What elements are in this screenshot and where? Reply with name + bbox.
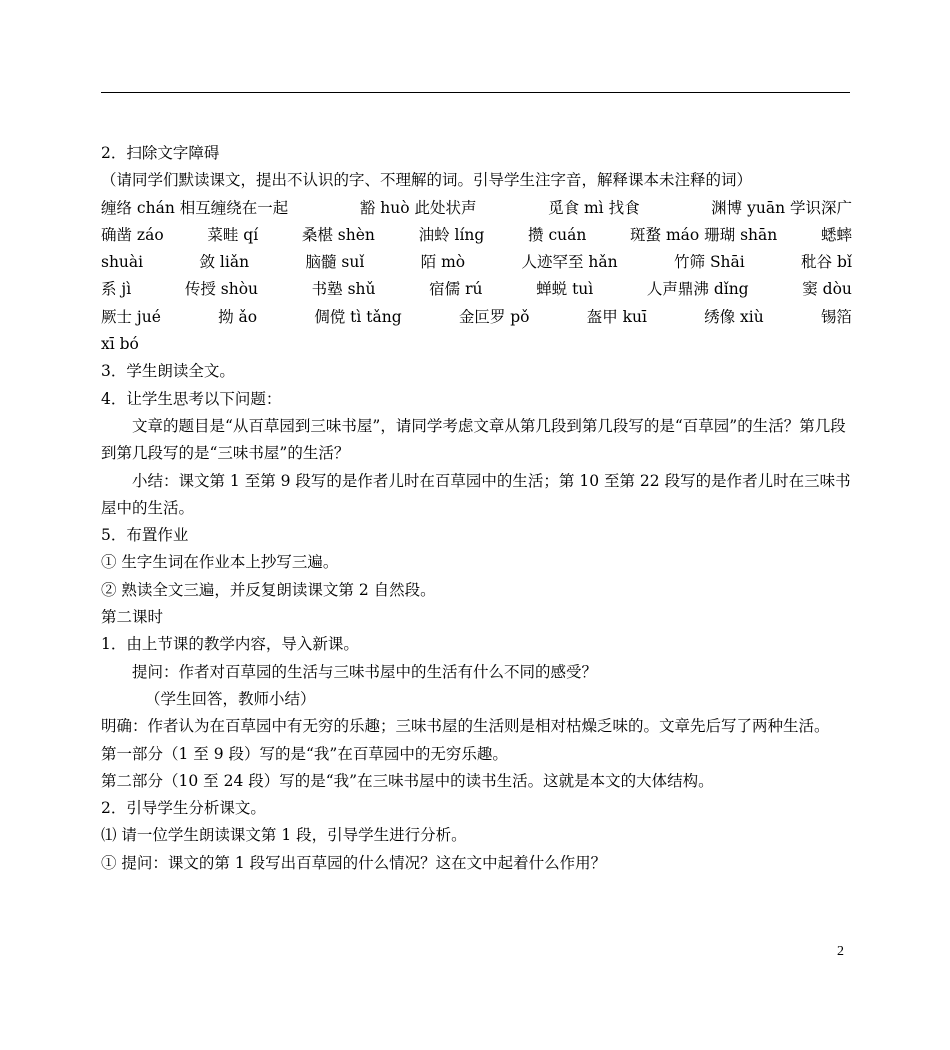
vocab-item: 觅食 mì 找食 — [548, 198, 640, 217]
vocab-item: 系 jì — [101, 280, 132, 299]
vocab-item: 金叵罗 pǒ — [458, 307, 530, 326]
vocab-item: 油蛉 líng — [418, 225, 485, 244]
vocab-item: 确凿 záo — [101, 225, 164, 244]
vocab-item: 陌 mò — [420, 253, 466, 272]
lesson-2-step-1: 1．由上节课的教学内容，导入新课。 — [101, 635, 359, 654]
structure-part-1: 第一部分（1 至 9 段）写的是“我”在百草园中的无穷乐趣。 — [101, 744, 508, 763]
vocab-item: 窦 dòu — [802, 280, 852, 299]
vocab-item: 敛 liǎn — [199, 253, 250, 272]
vocab-item: 豁 huò 此处状声 — [359, 198, 477, 217]
lesson-2-question: 提问：作者对百草园的生活与三味书屋中的生活有什么不同的感受？ — [132, 662, 598, 681]
vocab-item: 蟋蟀 — [820, 225, 852, 244]
vocab-item: 斑蝥 máo 珊瑚 shān — [630, 225, 778, 244]
vocab-item: 厥士 jué — [101, 307, 161, 326]
section-5-heading: 5．布置作业 — [101, 526, 189, 545]
section-2-heading: 2．扫除文字障碍 — [101, 144, 220, 162]
vocab-item: 人迹罕至 hǎn — [521, 253, 618, 272]
vocab-row — [101, 195, 852, 222]
vocab-item: 锡箔 — [820, 307, 852, 326]
homework-item: ① 生字生词在作业本上抄写三遍。 — [101, 553, 339, 572]
vocab-item: xī bó — [101, 335, 139, 354]
section-4-question: 文章的题目是“从百草园到三味书屋”，请同学考虑文章从第几段到第几段写的是“百草园”的生活？第几段到第几段写的是“三味书屋”的生活？ — [101, 416, 846, 463]
vocab-item: 宿儒 rú — [429, 280, 483, 299]
vocab-item: 渊博 yuān 学识深广 — [711, 198, 852, 217]
vocab-item: 桑椹 shèn — [301, 225, 375, 244]
homework-item: ② 熟读全文三遍，并反复朗读课文第 2 自然段。 — [101, 580, 436, 599]
lesson-2-step-2: 2．引导学生分析课文。 — [101, 799, 266, 818]
analysis-sub-1-question: ① 提问：课文的第 1 段写出百草园的什么情况？这在文中起着什么作用？ — [101, 853, 607, 872]
vocab-item: 传授 shòu — [184, 280, 259, 299]
vocab-item: 脑髓 suǐ — [305, 253, 365, 272]
section-3-text: 3．学生朗读全文。 — [101, 362, 235, 381]
vocab-item: 菜畦 qí — [207, 225, 259, 244]
vocab-item: 倜傥 tì tǎng — [314, 307, 402, 326]
vocab-item: 绣像 xiù — [704, 307, 764, 326]
vocab-item: 缠络 chán 相互缠绕在一起 — [101, 198, 289, 217]
vocab-item: 竹筛 Shāi — [674, 253, 745, 272]
section-2-instruction: （请同学们默读课文，提出不认识的字、不理解的词。引导学生注字音，解释课本未注释的词） — [101, 171, 753, 190]
section-4-summary: 小结：课文第 1 至第 9 段写的是作者儿时在百草园中的生活；第 10 至第 22 段写的是作者儿时在三味书屋中的生活。 — [101, 471, 851, 517]
vocab-list — [101, 195, 852, 359]
lesson-2-clarify: 明确：作者认为在百草园中有无穷的乐趣；三味书屋的生活则是相对枯燥乏味的。文章先后写了两种生活。 — [101, 717, 830, 736]
header-rule — [101, 92, 850, 93]
vocab-item: 攒 cuán — [528, 225, 587, 244]
vocab-item: 人声鼎沸 dǐng — [646, 280, 749, 299]
vocab-row — [101, 222, 852, 249]
document-body — [101, 140, 852, 877]
vocab-item: 蝉蜕 tuì — [536, 280, 594, 299]
vocab-item: shuài — [101, 253, 144, 272]
vocab-item: 秕谷 bǐ — [801, 253, 852, 272]
vocab-item: 盔甲 kuī — [586, 307, 647, 326]
lesson-2-title: 第二课时 — [101, 608, 164, 627]
page-number: 2 — [837, 944, 844, 959]
analysis-sub-1: ⑴ 请一位学生朗读课文第 1 段，引导学生进行分析。 — [101, 826, 467, 845]
vocab-item: 书塾 shǔ — [311, 280, 376, 299]
lesson-2-note: （学生回答，教师小结） — [145, 689, 316, 708]
section-4-heading: 4．让学生思考以下问题： — [101, 389, 282, 408]
vocab-row — [101, 249, 852, 276]
vocab-item: 拗 ǎo — [218, 307, 258, 326]
structure-part-2: 第二部分（10 至 24 段）写的是“我”在三味书屋中的读书生活。这就是本文的大体结构。 — [101, 771, 714, 790]
vocab-row — [101, 304, 852, 331]
vocab-row — [101, 276, 852, 303]
